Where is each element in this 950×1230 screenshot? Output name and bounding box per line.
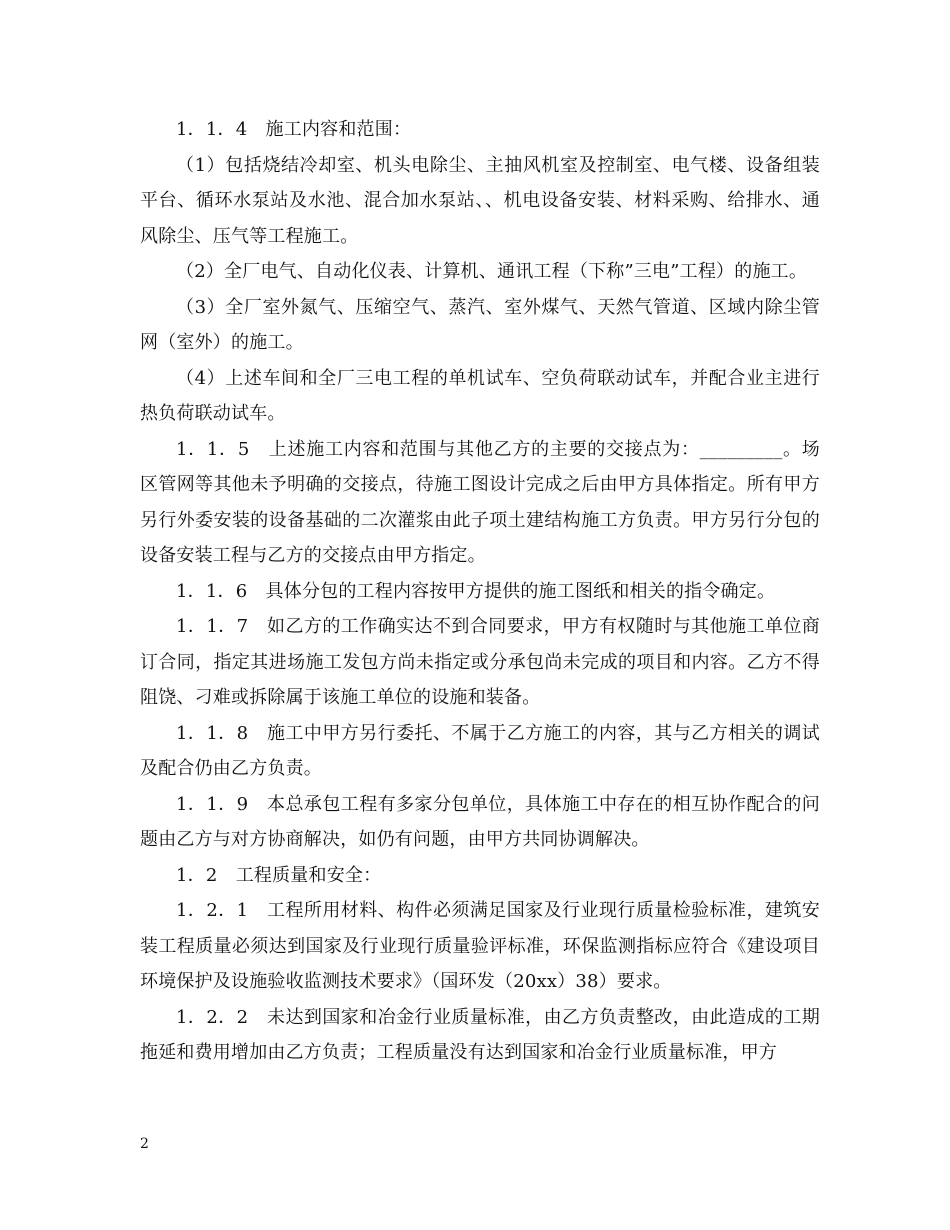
section-heading-1-2: 1．2 工程质量和安全： bbox=[176, 864, 382, 886]
paragraph-1-1-6: 1．1．6 具体分包的工程内容按甲方提供的施工图纸和相关的指令确定。 bbox=[176, 580, 776, 602]
paragraph-1-2-1: 1．2．1 工程所用材料、构件必须满足国家及行业现行质量检验标准，建筑安装工程质量必须达到国家及行业现行质量验评标准，环保监测指标应符合《建设项目环境保护及设施验收监测技术要求》（国环发（20xx）38）要求。 bbox=[140, 900, 820, 992]
paragraph-item-1: （1）包括烧结冷却室、机头电除尘、主抽风机室及控制室、电气楼、设备组装平台、循环水泵站及水池、混合加水泵站、、机电设备安装、材料采购、给排水、通风除尘、压气等工程施工。 bbox=[140, 154, 820, 247]
page-body bbox=[140, 112, 820, 1071]
paragraph-1-2-2: 1．2．2 未达到国家和冶金行业质量标准，由乙方负责整改，由此造成的工期拖延和费用增加由乙方负责；工程质量没有达到国家和冶金行业质量标准，甲方 bbox=[140, 1006, 820, 1063]
paragraph-1-1-5: 1．1．5 上述施工内容和范围与其他乙方的主要的交接点为：_________。场区管网等其他未予明确的交接点，待施工图设计完成之后由甲方具体指定。所有甲方另行外委安装的设备基础的二次灌浆由此子项土建结构施工方负责。甲方另行分包的设备安装工程与乙方的交接点由甲方指定。 bbox=[140, 438, 820, 566]
paragraph-1-1-8: 1．1．8 施工中甲方另行委托、不属于乙方施工的内容，其与乙方相关的调试及配合仍由乙方负责。 bbox=[140, 722, 820, 779]
paragraph-item-2: （2）全厂电气、自动化仪表、计算机、通讯工程（下称”三电”工程）的施工。 bbox=[176, 261, 808, 282]
paragraph-1-1-4: 1．1．4 施工内容和范围： bbox=[176, 119, 412, 140]
page-number: 2 bbox=[140, 1136, 149, 1152]
paragraph-1-1-7: 1．1．7 如乙方的工作确实达不到合同要求，甲方有权随时与其他施工单位商订合同，指定其进场施工发包方尚未指定或分承包尚未完成的项目和内容。乙方不得阻饶、刁难或拆除属于该施工单位的设施和装备。 bbox=[140, 616, 820, 708]
paragraph-item-4: （4）上述车间和全厂三电工程的单机试车、空负荷联动试车，并配合业主进行热负荷联动试车。 bbox=[140, 367, 820, 424]
paragraph-1-1-9: 1．1．9 本总承包工程有多家分包单位，具体施工中存在的相互协作配合的问题由乙方与对方协商解决，如仍有问题，由甲方共同协调解决。 bbox=[140, 793, 820, 850]
paragraph-item-3: （3）全厂室外氮气、压缩空气、蒸汽、室外煤气、天然气管道、区域内除尘管网（室外）的施工。 bbox=[140, 296, 820, 353]
